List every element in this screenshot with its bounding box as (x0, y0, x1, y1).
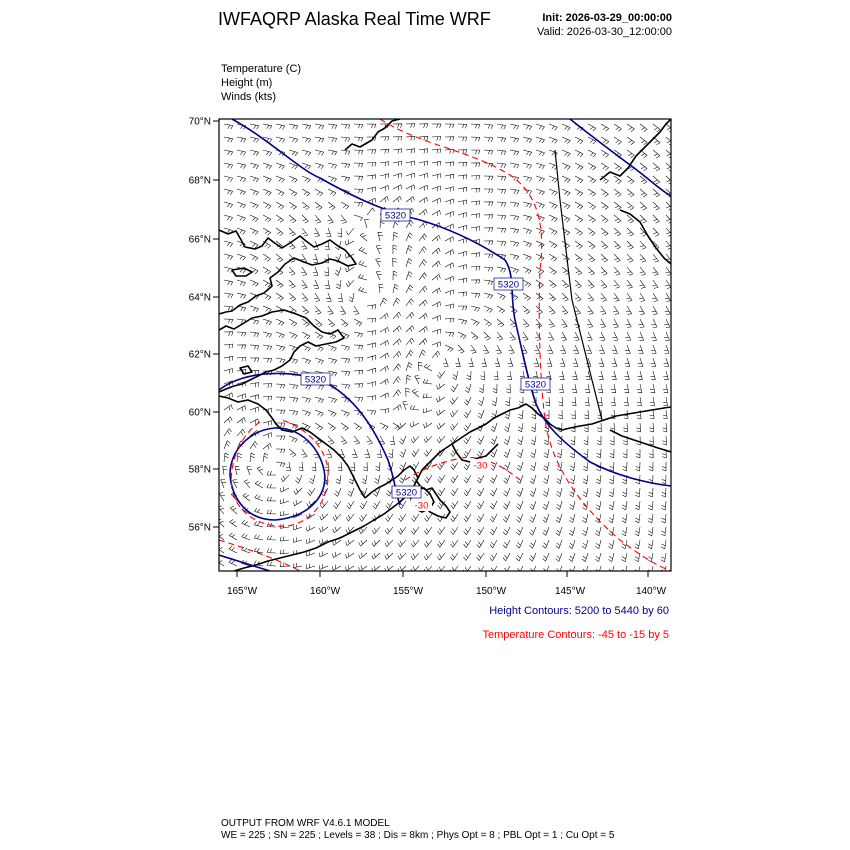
map-title: IWFAQRP Alaska Real Time WRF (218, 9, 491, 29)
temperature-contour-note: Temperature Contours: -45 to -15 by 5 (482, 629, 669, 641)
longitude-labels (227, 586, 667, 597)
height-label: 5320 (395, 487, 418, 499)
height-contour-note: Height Contours: 5200 to 5440 by 60 (489, 605, 669, 617)
model-info: OUTPUT FROM WRF V4.6.1 MODEL (221, 818, 390, 829)
lon-label: 150°W (475, 586, 507, 597)
init-time: Init: 2026-03-29_00:00:00 (542, 12, 672, 24)
height-label: 5320 (384, 210, 407, 222)
variable-winds: Winds (kts) (221, 91, 276, 103)
lat-label: 70°N (188, 116, 211, 128)
variable-temperature: Temperature (C) (221, 63, 302, 75)
lon-label: 160°W (309, 586, 341, 597)
lat-label: 66°N (188, 234, 211, 246)
wind-barb-field (216, 124, 673, 575)
temperature-label: -30 (473, 460, 488, 472)
lat-label: 68°N (188, 175, 211, 187)
temperature-label: -30 (414, 500, 429, 512)
lon-label: 140°W (635, 586, 667, 597)
variable-height: Height (m) (221, 77, 273, 89)
height-label: 5320 (304, 374, 327, 386)
lat-label: 58°N (188, 464, 211, 476)
height-label: 5320 (524, 379, 547, 391)
valid-time: Valid: 2026-03-30_12:00:00 (537, 26, 672, 38)
lon-label: 145°W (554, 586, 586, 597)
height-label: 5320 (497, 279, 520, 291)
latitude-labels (189, 117, 211, 534)
lon-label: 165°W (226, 586, 258, 597)
model-config: WE = 225 ; SN = 225 ; Levels = 38 ; Dis = 8km ; Phys Opt = 8 ; PBL Opt = 1 ; Cu Opt = 5 (221, 830, 615, 841)
lat-label: 62°N (188, 349, 211, 361)
lat-label: 60°N (188, 407, 211, 419)
lat-label: 64°N (188, 292, 211, 304)
wind-barbs (216, 124, 673, 575)
lon-label: 155°W (392, 586, 424, 597)
lat-label: 56°N (188, 522, 211, 534)
